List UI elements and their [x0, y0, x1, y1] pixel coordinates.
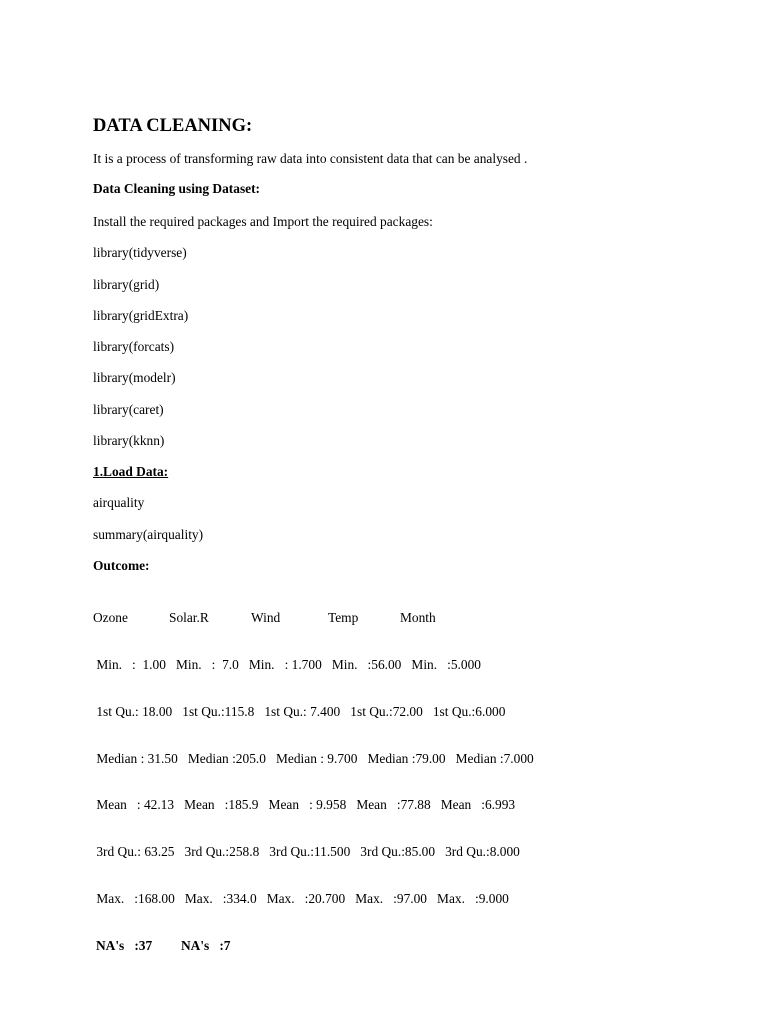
summary-row: 1st Qu.: 18.00 1st Qu.:115.8 1st Qu.: 7.400 1st Qu.:72.00 1st Qu.:6.000	[93, 703, 506, 719]
section-heading: Data Cleaning using Dataset:	[93, 181, 261, 196]
summary-row: Mean : 42.13 Mean :185.9 Mean : 9.958 Mean :77.88 Mean :6.993	[93, 797, 516, 813]
summary-header-row	[93, 610, 534, 626]
library-line: library(caret)	[93, 402, 164, 417]
document-title: DATA CLEANING:	[93, 116, 253, 136]
summary-na-row	[93, 938, 534, 954]
install-instruction: Install the required packages and Import the required packages:	[93, 214, 433, 229]
library-line: library(grid)	[93, 277, 160, 292]
library-line: library(gridExtra)	[93, 308, 189, 323]
library-line: library(kknn)	[93, 433, 165, 448]
outcome-heading: Outcome:	[93, 558, 150, 573]
summary-header: Month	[400, 610, 436, 626]
summary-row: Min. : 1.00 Min. : 7.0 Min. : 1.700 Min. :56.00 Min. :5.000	[93, 656, 481, 672]
summary-header: Wind	[251, 610, 281, 626]
summary-row: 3rd Qu.: 63.25 3rd Qu.:258.8 3rd Qu.:11.500 3rd Qu.:85.00 3rd Qu.:8.000	[93, 844, 520, 860]
summary-header: Temp	[328, 610, 359, 626]
summary-row: Median : 31.50 Median :205.0 Median : 9.700 Median :79.00 Median :7.000	[93, 750, 534, 766]
summary-header: Solar.R	[169, 610, 209, 626]
summary-row: Max. :168.00 Max. :334.0 Max. :20.700 Max. :97.00 Max. :9.000	[93, 890, 509, 906]
na-value: NA's :7	[181, 937, 231, 953]
intro-paragraph: It is a process of transforming raw data into consistent data that can be analysed .	[93, 151, 528, 166]
library-line: library(modelr)	[93, 370, 176, 385]
library-line: library(forcats)	[93, 339, 175, 354]
code-line: airquality	[93, 495, 145, 510]
load-data-heading: 1.Load Data:	[93, 464, 169, 479]
summary-output	[93, 579, 534, 984]
summary-header: Ozone	[93, 610, 128, 626]
na-value: NA's :37	[96, 937, 153, 953]
library-line: library(tidyverse)	[93, 245, 187, 260]
code-line: summary(airquality)	[93, 527, 204, 542]
